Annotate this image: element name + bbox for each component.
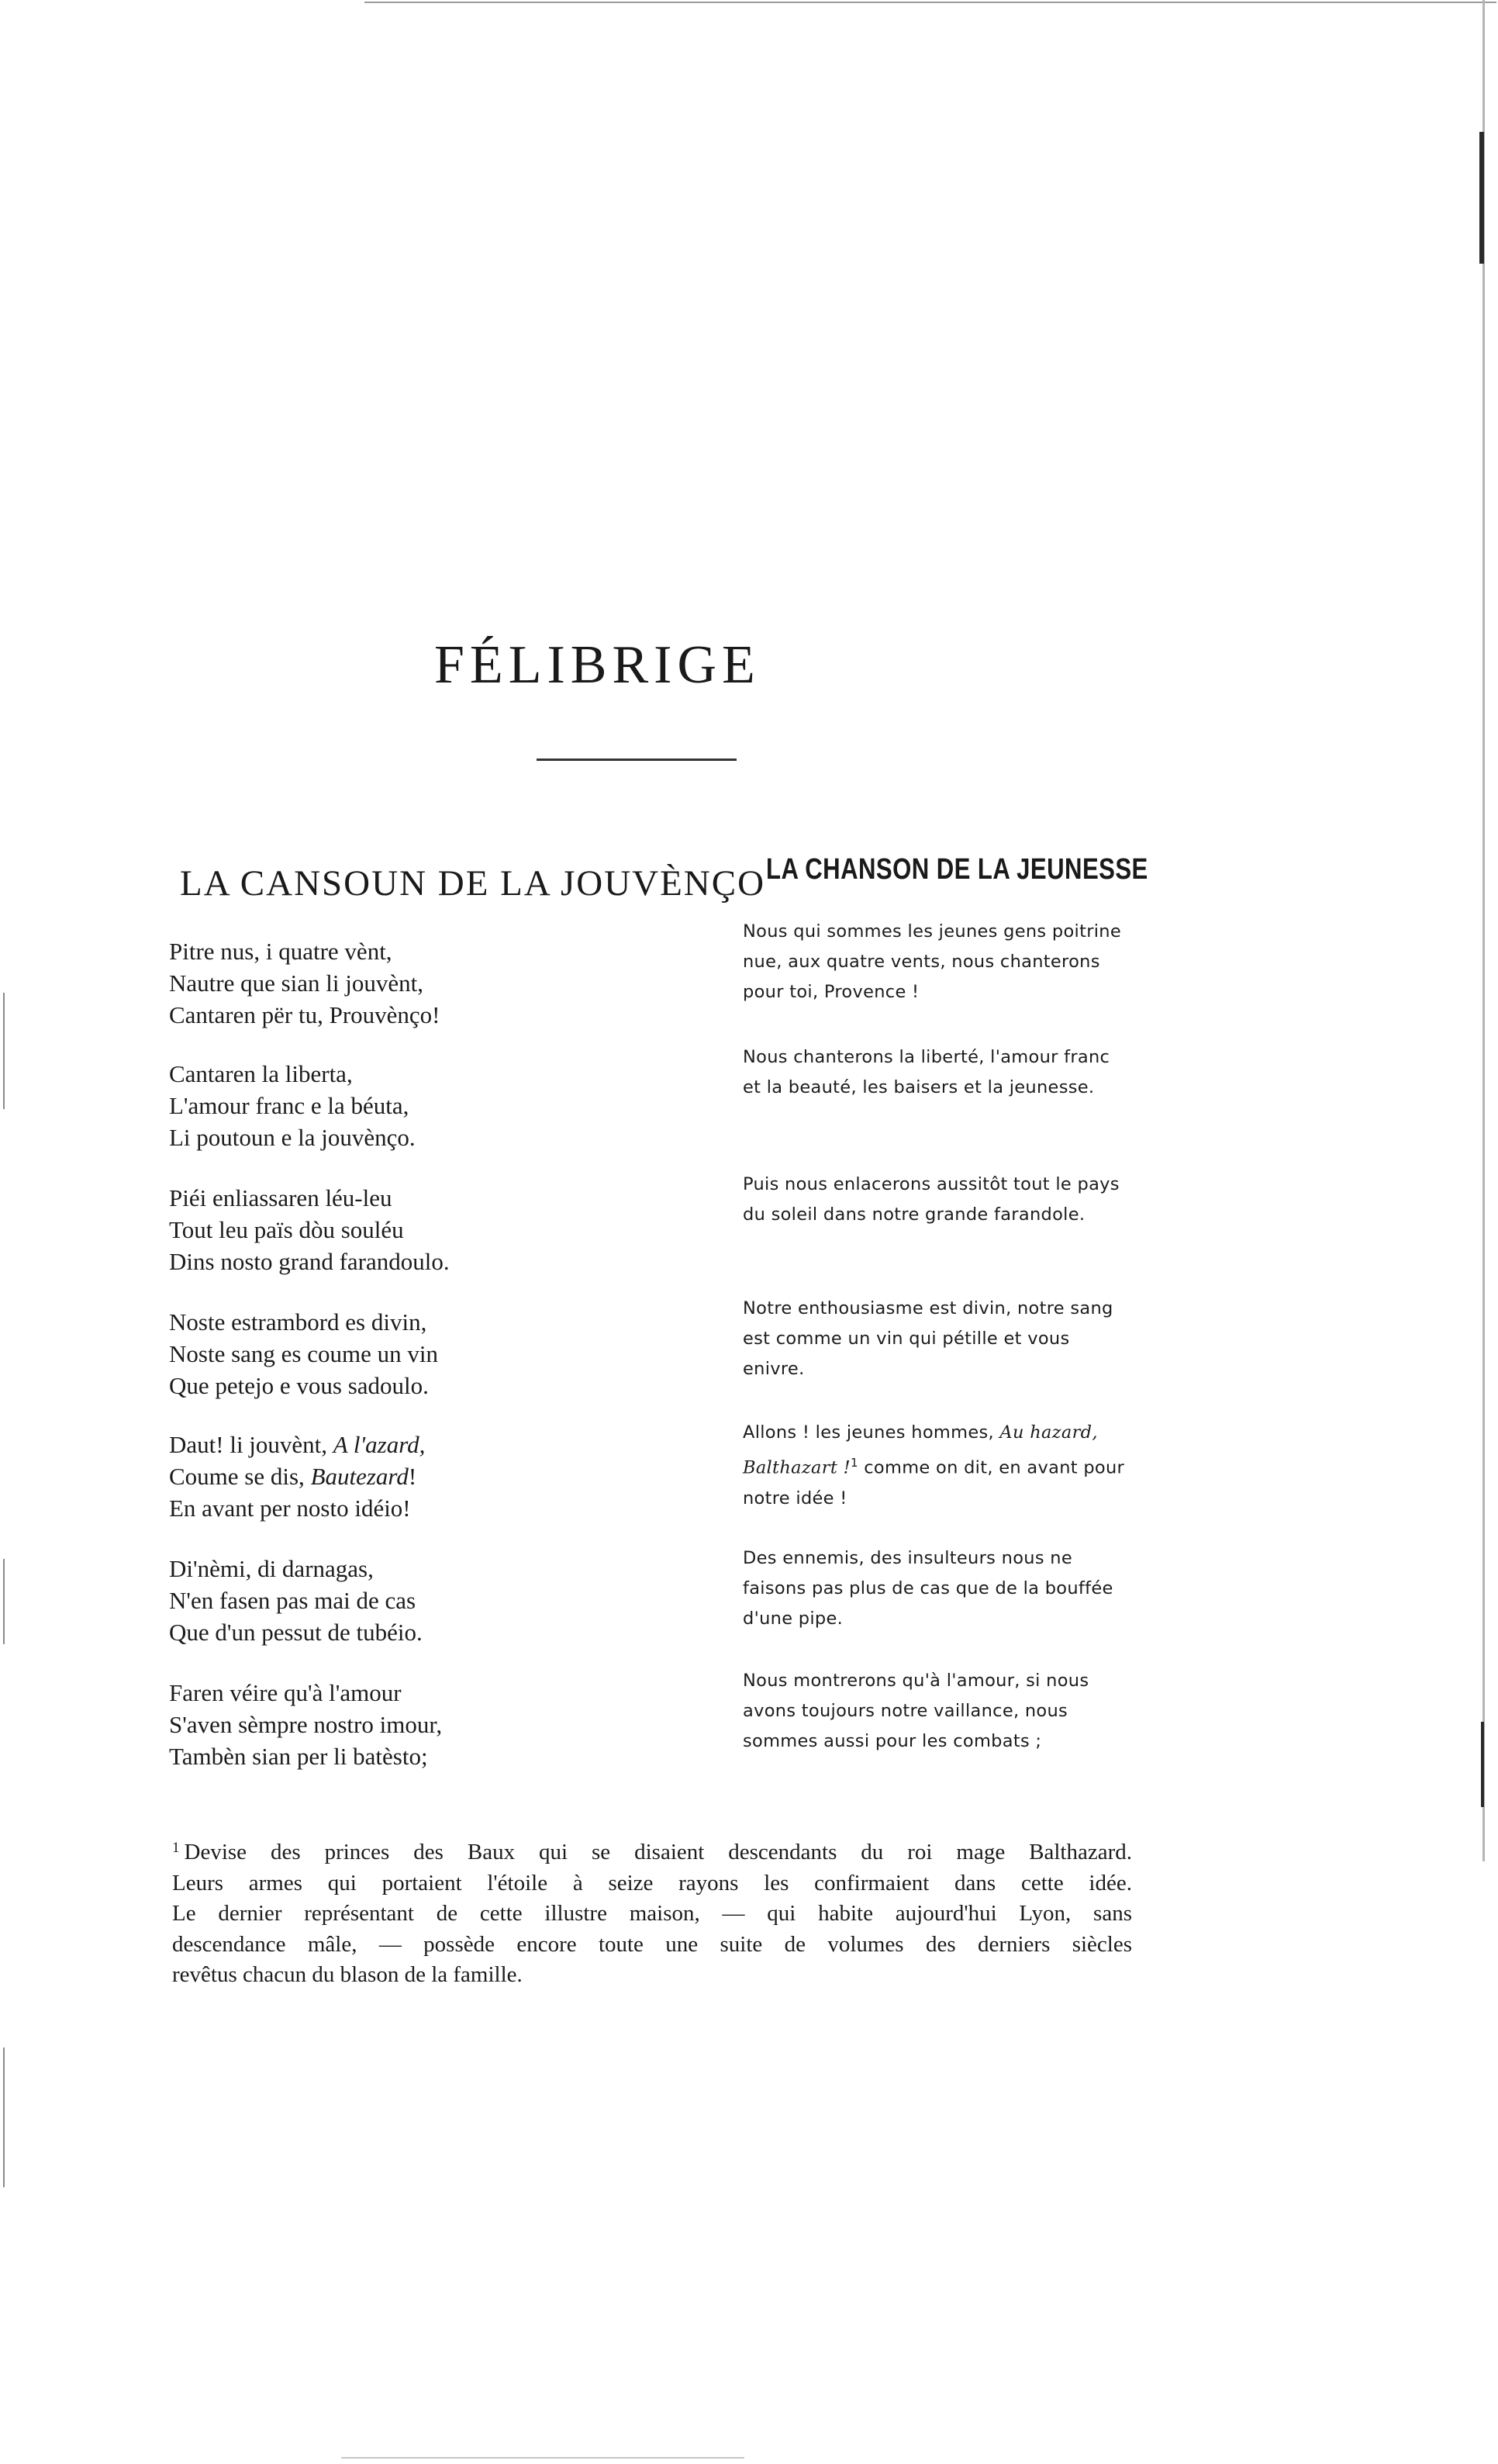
verse-line: L'amour franc e la béuta, xyxy=(169,1092,409,1119)
provencal-stanza-3 xyxy=(169,1182,712,1277)
footnote-line: Le dernier représentant de cette illustre maison, — qui habite aujourd'hui Lyon, sans xyxy=(172,1901,1132,1926)
page-title: FÉLIBRIGE xyxy=(434,635,761,695)
verse-line: Piéi enliassaren léu-leu xyxy=(169,1184,392,1211)
verse-line: N'en fasen pas mai de cas xyxy=(169,1587,416,1614)
translation-paragraph-5 xyxy=(743,1418,1130,1514)
translation-text: Allons ! les jeunes hommes, xyxy=(743,1422,1000,1443)
verse-line: Noste sang es coume un vin xyxy=(169,1340,438,1367)
verse-line: Tambèn sian per li batèsto; xyxy=(169,1743,428,1770)
provencal-stanza-2 xyxy=(169,1058,712,1153)
verse-italic: Bautezard xyxy=(310,1463,409,1490)
scan-edge-right-mark xyxy=(1481,1722,1484,1807)
verse-line: En avant per nosto idéio! xyxy=(169,1495,411,1522)
provencal-poem-heading: LA CANSOUN DE LA JOUVÈNÇO xyxy=(180,863,766,904)
scan-edge-right-mark xyxy=(1479,132,1484,264)
verse-line: Que petejo e vous sadoulo. xyxy=(169,1372,429,1399)
verse-line: Cantaren për tu, Prouvènço! xyxy=(169,1001,440,1028)
title-rule xyxy=(537,759,737,761)
verse-line: Que d'un pessut de tubéio. xyxy=(169,1619,423,1646)
translation-text: comme on dit, en avant pour notre idée ! xyxy=(743,1457,1125,1508)
verse-line: Faren véire qu'à l'amour xyxy=(169,1679,402,1706)
footnote xyxy=(172,1833,1132,1991)
footnote-line: revêtus chacun du blason de la famille. xyxy=(172,1962,523,1987)
translation-paragraph-3: Puis nous enlacerons aussitôt tout le pays du soleil dans notre grande farandole. xyxy=(743,1174,1120,1225)
provencal-stanza-1 xyxy=(169,935,712,1031)
provencal-stanza-5 xyxy=(169,1429,712,1524)
translation-italic: Balthazart ! xyxy=(743,1457,851,1478)
verse-line: Dins nosto grand farandoulo. xyxy=(169,1248,450,1275)
translation-italic: Au hazard, xyxy=(999,1422,1098,1443)
footnote-line: descendance mâle, — possède encore toute une suite de volumes des derniers siècles xyxy=(172,1931,1132,1957)
verse-line: Coume se dis, Bautezard! xyxy=(169,1463,417,1490)
verse-line: Di'nèmi, di darnagas, xyxy=(169,1555,374,1582)
verse-line: Cantaren la liberta, xyxy=(169,1060,353,1087)
verse-line: Nautre que sian li jouvènt, xyxy=(169,969,423,997)
footnote-reference: 1 xyxy=(850,1456,858,1470)
french-translation-heading: LA CHANSON DE LA JEUNESSE xyxy=(766,853,1148,886)
verse-italic: A l'azard, xyxy=(333,1431,426,1458)
translation-paragraph-6: Des ennemis, des insulteurs nous ne faisons pas plus de cas que de la bouffée d'une pipe. xyxy=(743,1548,1113,1629)
provencal-stanza-7 xyxy=(169,1677,712,1772)
translation-paragraph-2: Nous chanterons la liberté, l'amour franc et la beauté, les baisers et la jeunesse. xyxy=(743,1047,1110,1097)
scan-edge-top xyxy=(364,2,1496,3)
verse-line: Tout leu païs dòu souléu xyxy=(169,1216,404,1243)
footnote-line: Leurs armes qui portaient l'étoile à seize rayons les confirmaient dans cette idée. xyxy=(172,1870,1132,1896)
footnote-text: Devise des princes des Baux qui se disaient descendants du roi mage Balthazard. xyxy=(184,1840,1132,1864)
scan-edge-bottom xyxy=(341,2457,744,2459)
translation-paragraph-4: Notre enthousiasme est divin, notre sang est comme un vin qui pétille et vous enivre. xyxy=(743,1298,1113,1379)
translation-paragraph-1: Nous qui sommes les jeunes gens poitrine nue, aux quatre vents, nous chanterons pour toi, Provence ! xyxy=(743,921,1122,1002)
verse-text: Coume se dis, xyxy=(169,1463,311,1490)
translation-paragraph-7: Nous montrerons qu'à l'amour, si nous avons toujours notre vaillance, nous sommes aussi pour les combats ; xyxy=(743,1671,1089,1751)
verse-line: Li poutoun e la jouvènço. xyxy=(169,1124,416,1151)
provencal-stanza-6 xyxy=(169,1553,712,1648)
verse-text: Daut! li jouvènt, xyxy=(169,1431,333,1458)
footnote-line xyxy=(172,1833,1132,1868)
scan-edge-left xyxy=(3,2048,5,2187)
verse-line xyxy=(169,1429,712,1460)
provencal-stanza-4 xyxy=(169,1306,712,1401)
scan-edge-left xyxy=(3,993,5,1109)
verse-line: S'aven sèmpre nostro imour, xyxy=(169,1711,443,1738)
scan-edge-left xyxy=(3,1559,5,1644)
verse-line: Pitre nus, i quatre vènt, xyxy=(169,938,392,965)
footnote-marker: 1 xyxy=(172,1840,180,1856)
scan-edge-right xyxy=(1482,0,1485,1861)
verse-line: Noste estrambord es divin, xyxy=(169,1308,427,1336)
